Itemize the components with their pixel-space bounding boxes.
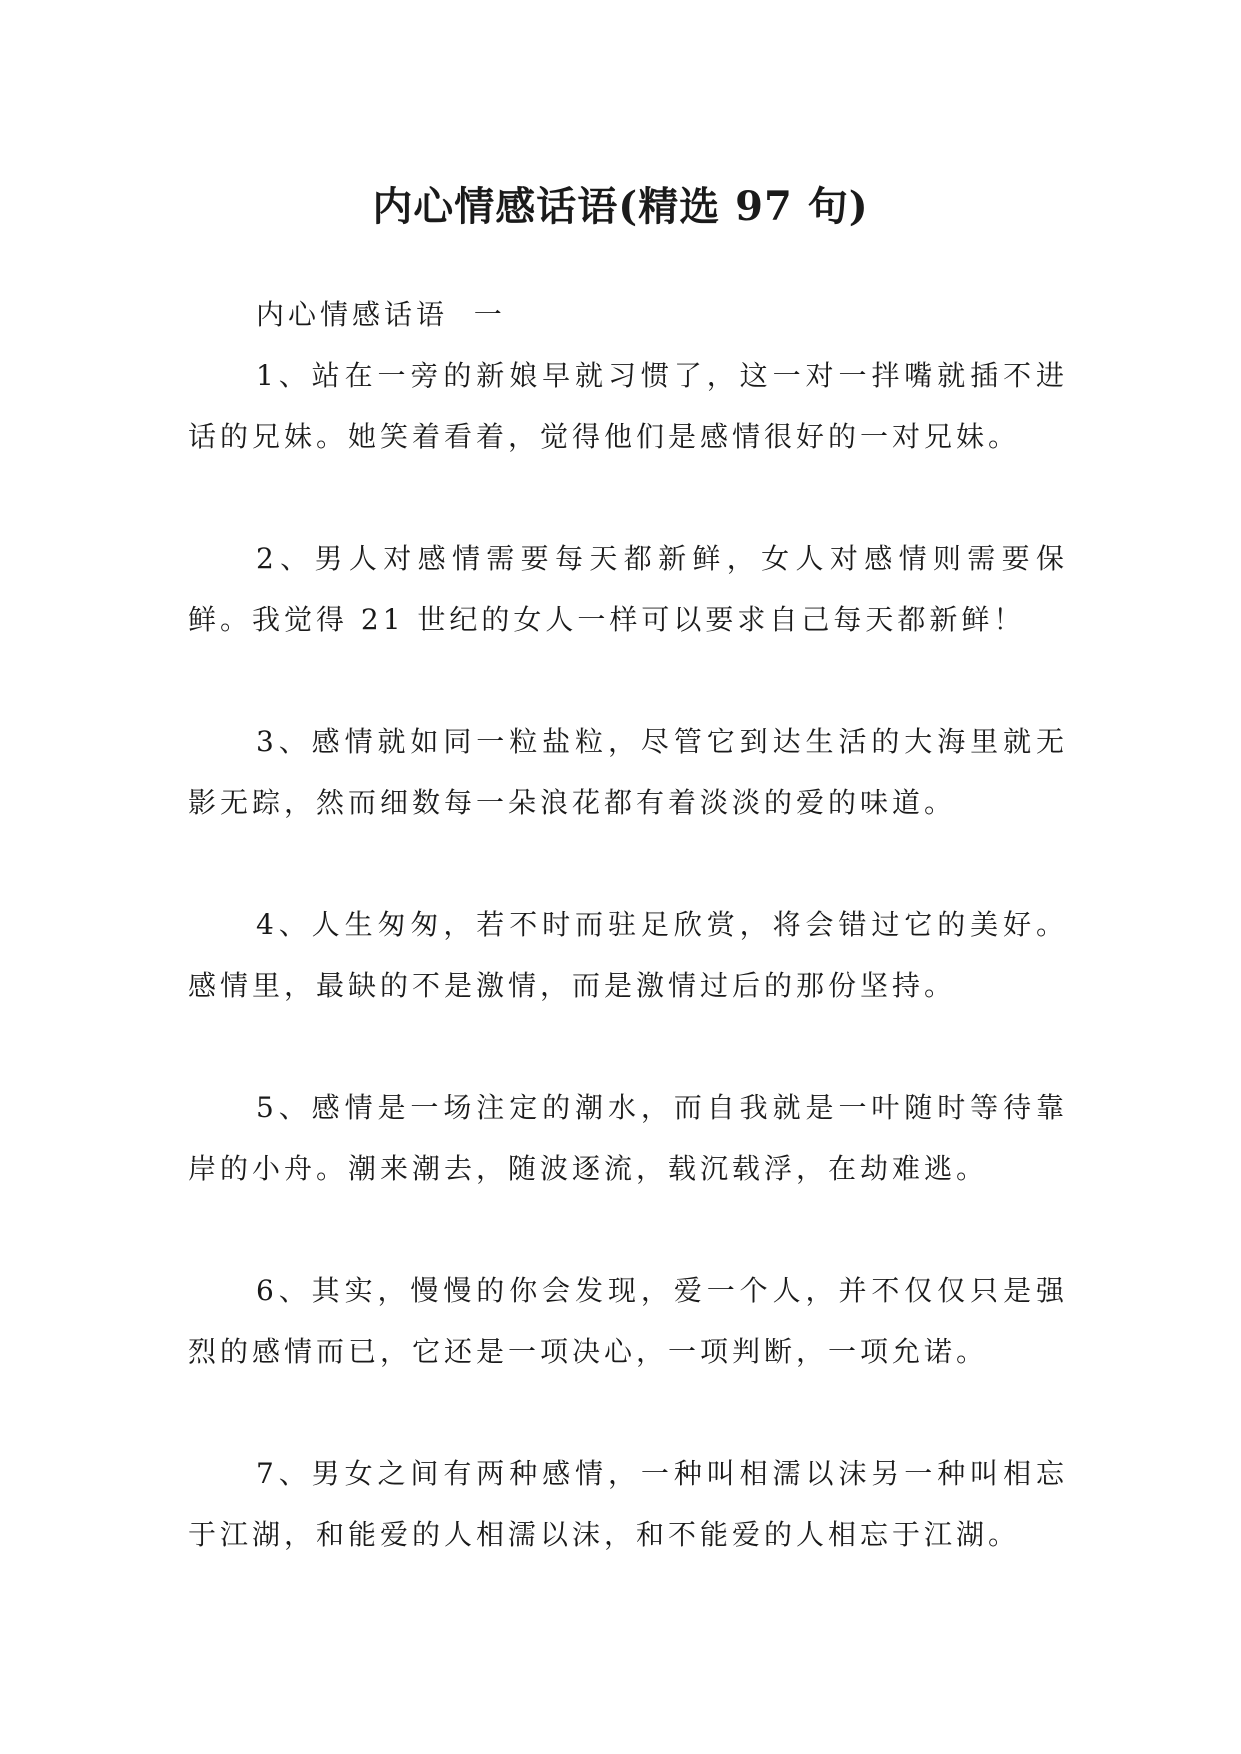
document-title: 内心情感话语(精选 97 句) [372, 182, 869, 230]
paragraph-7: 7、男女之间有两种感情，一种叫相濡以沫另一种叫相忘于江湖，和能爱的人相濡以沫，和不能爱的人相忘于江湖。 [188, 1457, 1068, 1551]
section-heading: 内心情感话语 一 [256, 298, 506, 331]
paragraph-4: 4、人生匆匆，若不时而驻足欣赏，将会错过它的美好。感情里，最缺的不是激情，而是激情过后的那份坚持。 [188, 908, 1068, 1002]
document-body [188, 284, 1068, 1565]
paragraph-6: 6、其实，慢慢的你会发现，爱一个人，并不仅仅只是强烈的感情而已，它还是一项决心，一项判断，一项允诺。 [188, 1274, 1068, 1368]
paragraph-3: 3、感情就如同一粒盐粒，尽管它到达生活的大海里就无影无踪，然而细数每一朵浪花都有着淡淡的爱的味道。 [188, 725, 1068, 819]
paragraph-5: 5、感情是一场注定的潮水，而自我就是一叶随时等待靠岸的小舟。潮来潮去，随波逐流，载沉载浮，在劫难逃。 [188, 1091, 1068, 1185]
paragraph-1: 1、站在一旁的新娘早就习惯了，这一对一拌嘴就插不进话的兄妹。她笑着看着，觉得他们是感情很好的一对兄妹。 [188, 359, 1068, 453]
paragraph-2: 2、男人对感情需要每天都新鲜，女人对感情则需要保鲜。我觉得 21 世纪的女人一样可以要求自己每天都新鲜！ [188, 542, 1068, 636]
